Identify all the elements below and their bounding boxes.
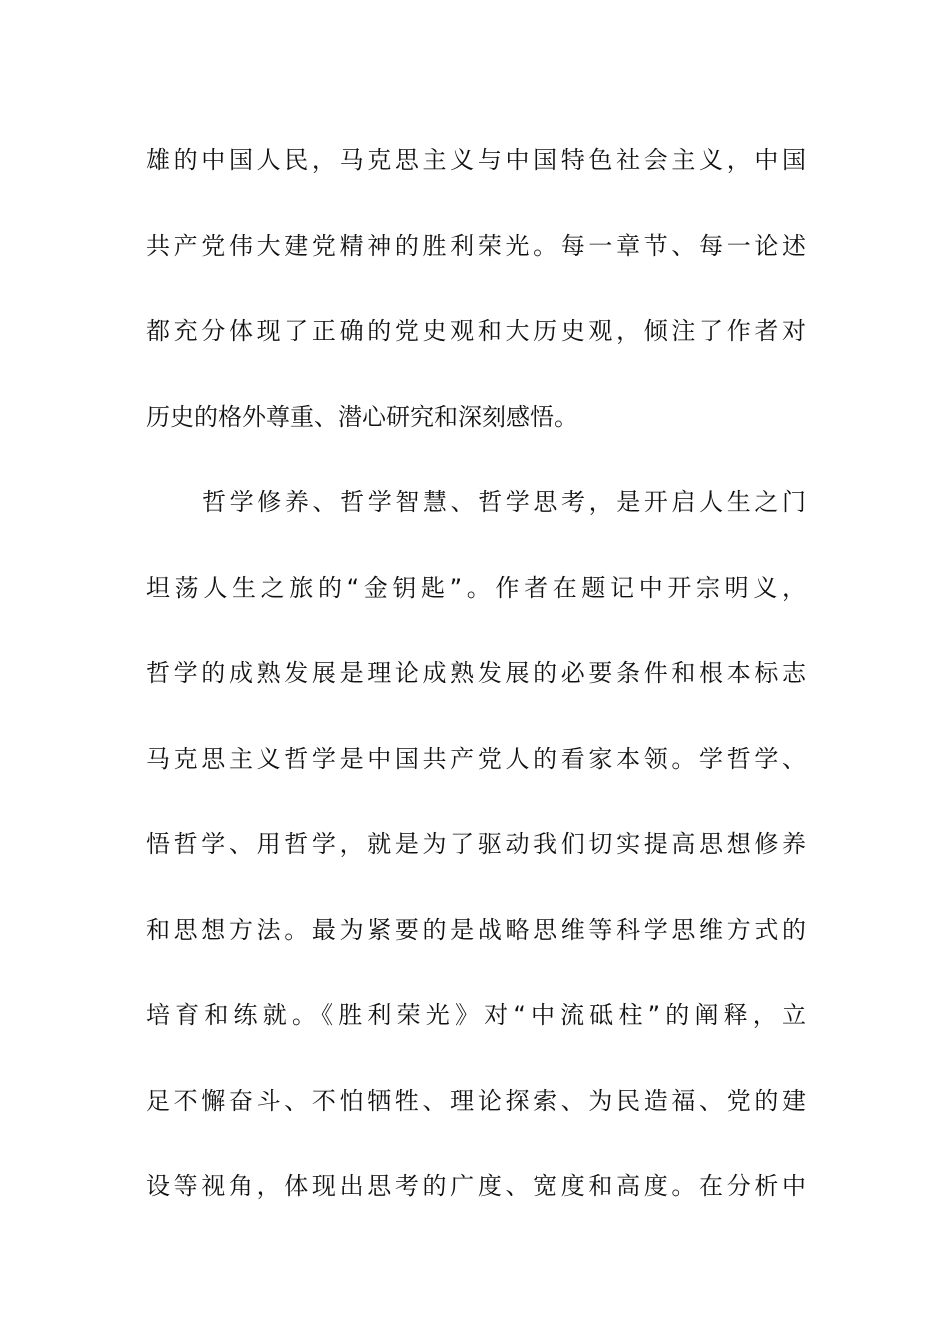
text-line: 历史的格外尊重、潜心研究和深刻感悟。 [146,402,578,431]
body-text [146,136,806,1248]
paragraph-first-line: 哲学修养、哲学智慧、哲学思考，是开启人生之门 [202,488,806,516]
text-line: 悟哲学、用哲学，就是为了驱动我们切实提高思想修养 [146,830,806,858]
text-line: 设等视角，体现出思考的广度、宽度和高度。在分析中 [146,1172,806,1200]
text-line: 哲学的成熟发展是理论成熟发展的必要条件和根本标志 [146,659,806,687]
text-line: 雄的中国人民，马克思主义与中国特色社会主义，中国 [146,146,806,174]
text-line: 培育和练就。《胜利荣光》对“中流砥柱”的阐释，立 [146,1001,806,1029]
text-line: 马克思主义哲学是中国共产党人的看家本领。学哲学、 [146,744,806,773]
text-line: 足不懈奋斗、不怕牺牲、理论探索、为民造福、党的建 [146,1086,806,1115]
text-line: 和思想方法。最为紧要的是战略思维等科学思维方式的 [146,915,806,944]
text-line: 共产党伟大建党精神的胜利荣光。每一章节、每一论述 [146,231,806,260]
text-line: 都充分体现了正确的党史观和大历史观，倾注了作者对 [146,317,806,345]
text-line: 坦荡人生之旅的“金钥匙”。作者在题记中开宗明义， [146,573,806,602]
